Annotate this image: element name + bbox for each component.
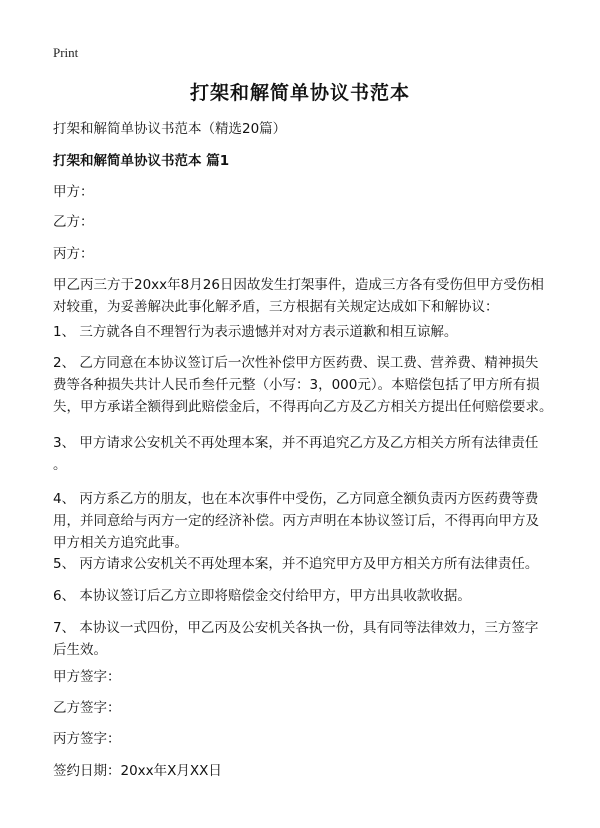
text-line: 。: [53, 457, 67, 473]
signature-c: 丙方签字：: [53, 731, 121, 747]
text-line: 6、 本协议签订后乙方立即将赔偿金交付给甲方，甲方出具收款收据。: [53, 588, 471, 604]
document-subtitle: 打架和解简单协议书范本（精选20篇）: [53, 121, 287, 137]
text-line: 费等各种损失共计人民币叁仟元整（小写：3，000元）。本赔偿包括了甲方所有损: [53, 377, 540, 393]
text-line: 1、 三方就各自不理智行为表示遗憾并对对方表示道歉和相互谅解。: [53, 324, 458, 340]
page-title: 打架和解简单协议书范本: [189, 82, 410, 104]
text-line: 对较重，为妥善解决此事化解矛盾，三方根据有关规定达成如下和解协议：: [53, 299, 499, 315]
text-line: 甲方相关方追究此事。: [53, 535, 188, 551]
text-line: 5、 丙方请求公安机关不再处理本案，并不追究甲方及甲方相关方所有法律责任。: [53, 556, 539, 572]
section-heading: 打架和解简单协议书范本 篇1: [53, 153, 230, 169]
signing-date: 签约日期：20xx年X月XX日: [53, 763, 222, 779]
clause-4: [53, 488, 553, 554]
signature-b: 乙方签字：: [53, 700, 121, 716]
clause-2: [53, 352, 553, 418]
text-line: 后生效。: [53, 642, 107, 658]
party-b-label: 乙方：: [53, 214, 94, 230]
intro-paragraph: [53, 274, 553, 318]
clause-3: [53, 432, 553, 476]
party-c-label: 丙方：: [53, 246, 94, 262]
clause-1: [53, 321, 553, 343]
clause-5: [53, 553, 553, 575]
text-line: 甲乙丙三方于20xx年8月26日因故发生打架事件，造成三方各有受伤但甲方受伤相: [53, 277, 544, 293]
text-line: 2、 乙方同意在本协议签订后一次性补偿甲方医药费、误工费、营养费、精神损失: [53, 355, 539, 371]
print-label[interactable]: Print: [53, 45, 79, 60]
text-line: 4、 丙方系乙方的朋友，也在本次事件中受伤，乙方同意全额负责丙方医药费等费: [53, 491, 539, 507]
text-line: 7、 本协议一式四份，甲乙丙及公安机关各执一份，具有同等法律效力，三方签字: [53, 620, 539, 636]
clause-6: [53, 585, 553, 607]
text-line: 用，并同意给与丙方一定的经济补偿。丙方声明在本协议签订后，不得再向甲方及: [53, 513, 539, 529]
party-a-label: 甲方：: [53, 184, 94, 200]
text-line: 失，甲方承诺全额得到此赔偿金后，不得再向乙方及乙方相关方提出任何赔偿要求。: [53, 399, 553, 415]
signature-a: 甲方签字：: [53, 669, 121, 685]
text-line: 3、 甲方请求公安机关不再处理本案，并不再追究乙方及乙方相关方所有法律责任: [53, 435, 539, 451]
clause-7: [53, 617, 553, 661]
